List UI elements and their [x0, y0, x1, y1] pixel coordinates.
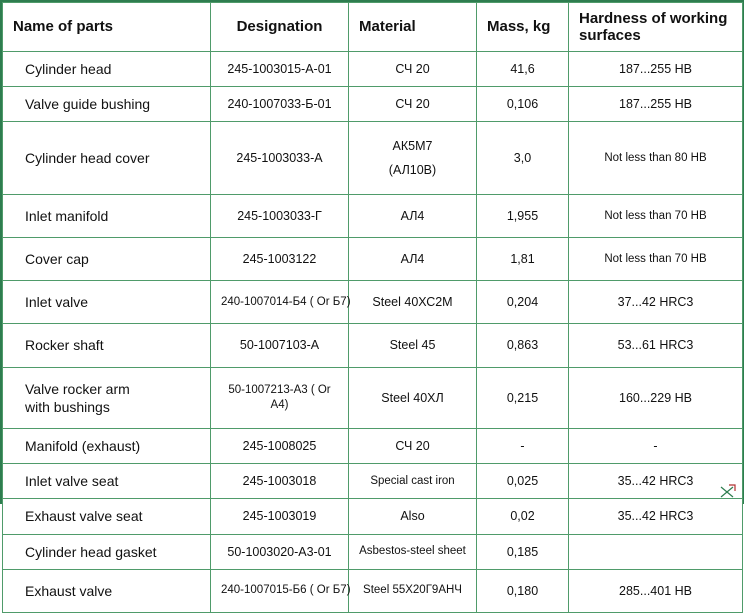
table-body	[3, 52, 743, 613]
cell-designation: 240-1007015-Б6 ( Or Б7)	[211, 569, 349, 612]
cell-designation: 240-1007014-Б4 ( Or Б7)	[211, 281, 349, 324]
cell-designation: 245-1003033-А	[211, 122, 349, 195]
cell-material: СЧ 20	[349, 52, 477, 87]
cell-designation: 245-1003122	[211, 238, 349, 281]
cell-hardness: 35...42 HRC3	[569, 464, 743, 499]
column-header-material: Material	[349, 3, 477, 52]
cell-hardness: 160...229 HB	[569, 367, 743, 428]
cell-material: Steel 55Х20Г9АНЧ	[349, 569, 477, 612]
cell-hardness: -	[569, 429, 743, 464]
cell-hardness: 285...401 HB	[569, 569, 743, 612]
cell-name: Manifold (exhaust)	[3, 429, 211, 464]
cell-mass: 0,204	[477, 281, 569, 324]
table-row	[3, 52, 743, 87]
cell-hardness: 53...61 HRC3	[569, 324, 743, 367]
cell-name: Cylinder head	[3, 52, 211, 87]
column-header-designation: Designation	[211, 3, 349, 52]
table-row	[3, 238, 743, 281]
cell-material: Steel 40ХС2М	[349, 281, 477, 324]
cell-designation: 50-1007213-А3 ( Or А4)	[211, 367, 349, 428]
cell-material: Steel 45	[349, 324, 477, 367]
cell-mass: 3,0	[477, 122, 569, 195]
cell-name: Inlet manifold	[3, 194, 211, 237]
cell-mass: 0,185	[477, 534, 569, 569]
table-row	[3, 194, 743, 237]
cell-material: Steel 40ХЛ	[349, 367, 477, 428]
cell-hardness: Not less than 80 HB	[569, 122, 743, 195]
cell-designation: 50-1003020-А3-01	[211, 534, 349, 569]
cell-hardness: 187...255 HB	[569, 52, 743, 87]
cell-name: Cylinder head cover	[3, 122, 211, 195]
cell-material	[349, 122, 477, 195]
cell-hardness: Not less than 70 HB	[569, 238, 743, 281]
table-row	[3, 324, 743, 367]
column-header-name: Name of parts	[3, 3, 211, 52]
name-line-1: Valve rocker arm	[25, 380, 130, 397]
table-row	[3, 87, 743, 122]
cell-material: Also	[349, 499, 477, 534]
cell-material: АЛ4	[349, 238, 477, 281]
name-line-2: with bushings	[25, 398, 110, 415]
cell-material: Asbestos-steel sheet	[349, 534, 477, 569]
cell-mass: 0,025	[477, 464, 569, 499]
material-primary: АК5М7	[392, 139, 433, 154]
cell-mass: 1,955	[477, 194, 569, 237]
table-row	[3, 122, 743, 195]
column-header-hardness: Hardness of working surfaces	[569, 3, 743, 52]
cell-designation: 50-1007103-А	[211, 324, 349, 367]
table-row	[3, 429, 743, 464]
cell-mass: 0,02	[477, 499, 569, 534]
table-row	[3, 569, 743, 612]
cell-hardness	[569, 534, 743, 569]
table-row	[3, 499, 743, 534]
cell-mass: 0,863	[477, 324, 569, 367]
cell-hardness: 187...255 HB	[569, 87, 743, 122]
cell-designation: 245-1008025	[211, 429, 349, 464]
cell-mass: -	[477, 429, 569, 464]
header-row	[3, 3, 743, 52]
column-header-mass: Mass, kg	[477, 3, 569, 52]
cell-material: АЛ4	[349, 194, 477, 237]
cell-material: СЧ 20	[349, 429, 477, 464]
cell-material: Special cast iron	[349, 464, 477, 499]
parts-table	[2, 2, 743, 613]
cell-mass: 0,215	[477, 367, 569, 428]
cell-material: СЧ 20	[349, 87, 477, 122]
cell-name: Valve guide bushing	[3, 87, 211, 122]
cell-name: Inlet valve	[3, 281, 211, 324]
cell-hardness: 35...42 HRC3	[569, 499, 743, 534]
table-row	[3, 367, 743, 428]
cell-mass: 41,6	[477, 52, 569, 87]
cell-name: Cover cap	[3, 238, 211, 281]
cell-mass: 1,81	[477, 238, 569, 281]
table-row	[3, 464, 743, 499]
cell-designation: 240-1007033-Б-01	[211, 87, 349, 122]
cell-name: Inlet valve seat	[3, 464, 211, 499]
cell-designation: 245-1003018	[211, 464, 349, 499]
cell-name: Exhaust valve	[3, 569, 211, 612]
cell-designation: 245-1003033-Г	[211, 194, 349, 237]
cell-mass: 0,106	[477, 87, 569, 122]
cell-mass: 0,180	[477, 569, 569, 612]
table-header	[3, 3, 743, 52]
cell-hardness: Not less than 70 HB	[569, 194, 743, 237]
cell-name	[3, 367, 211, 428]
cell-name: Rocker shaft	[3, 324, 211, 367]
cell-designation: 245-1003015-A-01	[211, 52, 349, 87]
cell-designation: 245-1003019	[211, 499, 349, 534]
table-row	[3, 534, 743, 569]
cell-name: Cylinder head gasket	[3, 534, 211, 569]
table-row	[3, 281, 743, 324]
cell-name: Exhaust valve seat	[3, 499, 211, 534]
cell-hardness: 37...42 HRC3	[569, 281, 743, 324]
material-alt: (АЛ10В)	[388, 162, 437, 177]
